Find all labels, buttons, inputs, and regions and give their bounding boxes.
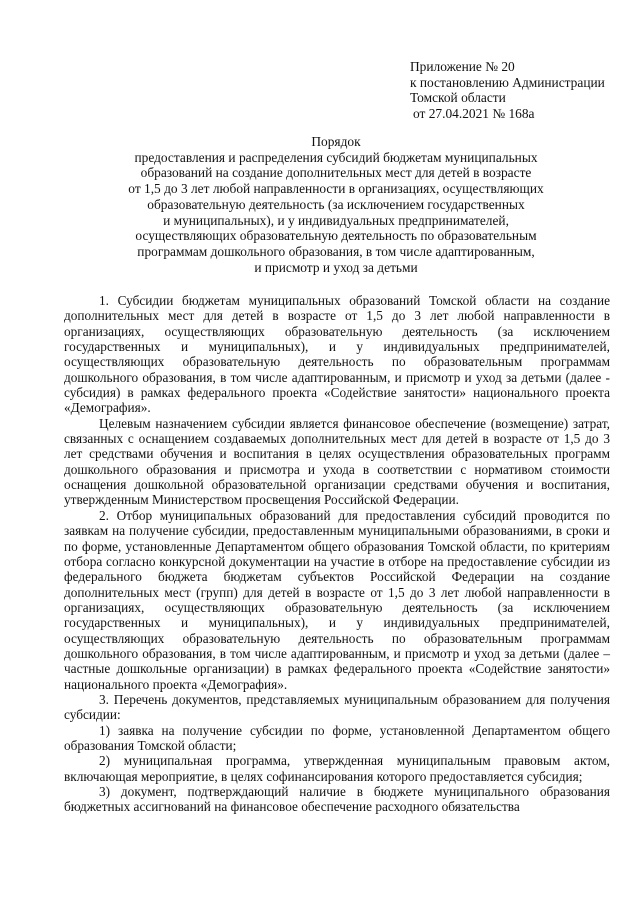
- paragraph-2: 2. Отбор муниципальных образований для предоставления субсидий проводится по заявкам на получение субсидии, предоставленным муниципальными образованиями, в сроки и по форме, установленные Департаментом общего образования Томской области, по критериям отбора согласно конкурсной документации на участие в отборе на предоставление субсидии из федерального бюджета бюджетам субъектов Российской Федерации на создание дополнительных мест (групп) для детей в возрасте от 1,5 до 3 лет любой направленности в организациях, осуществляющих образовательную деятельность (за исключением государственных и муниципальных), и у индивидуальных предпринимателей, осуществляющих образовательную деятельность по образовательным программам дошкольного образования, в том числе адаптированным, и присмотр и уход за детьми (далее – частные дошкольные организации) в рамках федерального проекта «Содействие занятости» национального проекта «Демография».: [64, 507, 610, 692]
- appendix-reference: к постановлению Администрации: [410, 74, 605, 90]
- heading-line: и муниципальных), и у индивидуальных предпринимателей,: [163, 212, 509, 228]
- list-item-3: 3) документ, подтверждающий наличие в бюджете муниципального образования бюджетных ассигнований на финансовое обеспечение расходного обязательства: [64, 784, 610, 815]
- appendix-region: Томской области: [410, 90, 506, 105]
- paragraph-3: 3. Перечень документов, представляемых муниципальным образованием для получения субсидии:: [64, 691, 610, 723]
- heading-line: осуществляющих образовательную деятельность по образовательным: [135, 228, 537, 244]
- appendix-block: [410, 59, 630, 121]
- heading-line: программам дошкольного образования, в том числе адаптированным,: [137, 243, 535, 259]
- appendix-number: Приложение № 20: [410, 59, 515, 74]
- list-item-2: 2) муниципальная программа, утвержденная муниципальным правовым актом, включающая мероприятие, в целях софинансирования которого предоставляется субсидия;: [64, 753, 610, 784]
- document-title: Порядок: [311, 134, 361, 149]
- heading-line: и присмотр и уход за детьми: [254, 259, 418, 275]
- heading-line: от 1,5 до 3 лет любой направленности в организациях, осуществляющих: [128, 181, 544, 197]
- list-item-1: 1) заявка на получение субсидии по форме, установленной Департаментом общего образования Томской области;: [64, 722, 610, 753]
- document-heading: [64, 134, 608, 275]
- appendix-date: от 27.04.2021 № 168а: [413, 105, 535, 121]
- heading-line: образований на создание дополнительных мест для детей в возрасте: [140, 165, 532, 181]
- paragraph-purpose: Целевым назначением субсидии является финансовое обеспечение (возмещение) затрат, связанных с оснащением создаваемых дополнительных мест для детей в возрасте от 1,5 до 3 лет средствами обучения и воспитания в целях осуществления образовательных программ дошкольного образования и присмотра и ухода в соответствии с нормативом стоимости оснащения дошкольной образовательной организации средствами обучения и воспитания, утвержденным Министерством просвещения Российской Федерации.: [64, 415, 610, 508]
- paragraph-1: 1. Субсидии бюджетам муниципальных образований Томской области на создание дополнительных мест для детей в возрасте от 1,5 до 3 лет любой направленности в организациях, осуществляющих образовательную деятельность (за исключением государственных и муниципальных), и у индивидуальных предпринимателей, осуществляющих образовательную деятельность по образовательным программам дошкольного образования, в том числе адаптированным, и присмотр и уход за детьми (далее - субсидия) в рамках федерального проекта «Содействие занятости» национального проекта «Демография».: [64, 293, 610, 416]
- heading-line: предоставления и распределения субсидий бюджетам муниципальных: [134, 149, 538, 165]
- document-body: [64, 293, 610, 815]
- heading-line: образовательную деятельность (за исключением государственных: [147, 196, 525, 212]
